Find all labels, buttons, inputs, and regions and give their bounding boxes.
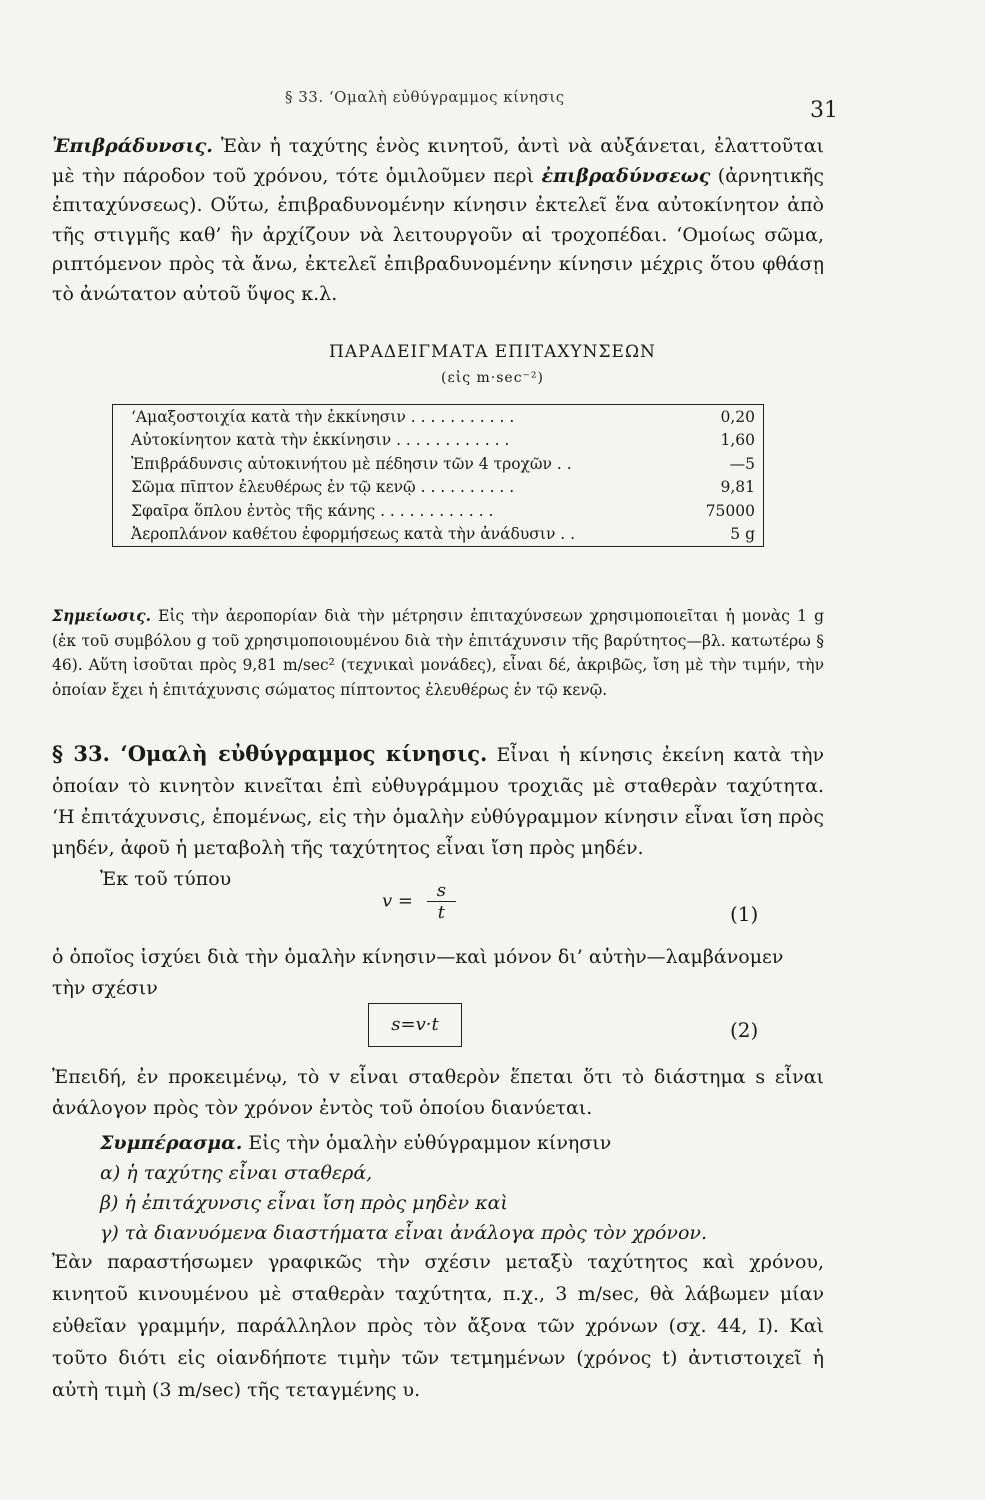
equation-1-label: (1) [730, 902, 759, 926]
example-name: ‘Αμαξοστοιχία κατὰ τὴν ἐκκίνησιν . . . . . . . . . . . [131, 407, 515, 426]
section-text: Εἶναι ἡ κίνησις ἐκείνη κατὰ τὴν ὁποίαν τὸ κινητὸν κινεῖται ἐπὶ εὐθυγράμμου τροχιᾶς μὲ σταθερὰν ταχύτητα. ‘Η ἐπιτάχυνσις, ἑπομένως, εἰς τὴν ὁμαλὴν εὐθύγραμμον κίνησιν εἶναι ἴση πρὸς μηδέν, ἀφοῦ ἡ μεταβολὴ τῆς ταχύτητος εἶναι ἴση πρὸς μηδέν. [52, 744, 825, 859]
page-number: 31 [810, 98, 838, 123]
example-value: 0,20 [720, 407, 755, 426]
example-name: Αὐτοκίνητον κατὰ τὴν ἐκκίνησιν . . . . . . . . . . . . [131, 431, 510, 450]
graph-paragraph: Ἐὰν παραστήσωμεν γραφικῶς τὴν σχέσιν μεταξὺ ταχύτητος καὶ χρόνου, κινητοῦ κινουμένου μὲ σταθερὰν ταχύτητα, π.χ., 3 m/sec, θὰ λάβωμεν μίαν εὐθεῖαν γραμμήν, παράλληλον πρὸς τὸν ἄξονα τῶν χρόνων (σχ. 44, I). Καὶ τοῦτο διότι εἰς οἱανδήποτε τιμὴν τῶν τετμημένων (χρόνος t) ἀντιστοιχεῖ ἡ αὐτὴ τιμὴ (3 m/sec) τῆς τεταγμένης υ. [52, 1251, 824, 1401]
equation-1-denominator: t [437, 902, 445, 923]
relation-line-2: τὴν σχέσιν [52, 977, 158, 999]
conclusion-term: Συμπέρασμα. [100, 1132, 243, 1154]
note-text: Εἰς τὴν ἀεροπορίαν διὰ τὴν μέτρησιν ἐπιταχύνσεων χρησιμοποιεῖται ἡ μονὰς 1 g (ἐκ τοῦ συμβόλου g τοῦ χρησιμοποιουμένου διὰ τὴν ἐπιτάχυνσιν τῆς βαρύτητος—βλ. κατωτέρω § 46). Αὕτη ἰσοῦται πρὸς 9,81 m/sec² (τεχνικαὶ μονάδες), εἶναι δέ, ἀκριβῶς, ἴση μὲ τὴν τιμήν, τὴν ὁποίαν ἔχει ἡ ἐπιτάχυνσις σώματος πίπτοντος ἐλευθέρως ἐν τῷ κενῷ. [52, 607, 824, 699]
deceleration-paragraph [52, 132, 824, 309]
running-header: § 33. ‘Ομαλὴ εὐθύγραμμος κίνησις [285, 88, 565, 106]
relation-line-1: ὁ ὁποῖος ἰσχύει διὰ τὴν ὁμαλὴν κίνησιν—καὶ μόνον δι’ αὐτὴν—λαμβάνομεν [52, 946, 784, 968]
deceleration-text-2: (ἀρνητικῆς ἐπιταχύνσεως). Οὕτω, ἐπιβραδυνομένην κίνησιν ἐκτελεῖ ἕνα αὐτοκίνητον ἀπὸ τῆς στιγμῆς καθ’ ἣν ἀρχίζουν νὰ λειτουργοῦν αἱ τροχοπέδαι. ‘Ομοίως σῶμα, ριπτόμενον πρὸς τὰ ἄνω, ἐκτελεῖ ἐπιβραδυνομένην κίνησιν μέχρις ὅτου φθάσῃ τὸ ἀνώτατον αὐτοῦ ὕψος κ.λ. [52, 164, 824, 305]
examples-table [112, 404, 764, 547]
example-value: 5 g [730, 525, 755, 544]
conclusion-item-a: α) ἡ ταχύτης εἶναι σταθερά, [100, 1162, 373, 1184]
conclusion-item-c: γ) τὰ διανυόμενα διαστήματα εἶναι ἀνάλογα πρὸς τὸν χρόνον. [100, 1222, 708, 1244]
deceleration-text-1: Ἐὰν ἡ ταχύτης ἑνὸς κινητοῦ, ἀντὶ νὰ αὐξάνεται, ἐλαττοῦται μὲ τὴν πάροδον τοῦ χρόνου, τότε ὁμιλοῦμεν περὶ [52, 135, 824, 187]
examples-row [113, 499, 764, 523]
examples-title: ΠΑΡΑΔΕΙΓΜΑΤΑ ΕΠΙΤΑΧΥΝΣΕΩΝ [329, 342, 656, 362]
examples-row [113, 405, 764, 429]
equation-1-lhs: v = [382, 890, 413, 912]
examples-row [113, 429, 764, 453]
example-value: 1,60 [720, 431, 755, 450]
conclusion-text: Εἰς τὴν ὁμαλὴν εὐθύγραμμον κίνησιν [242, 1132, 612, 1154]
equation-1 [382, 880, 456, 923]
examples-row [113, 452, 764, 476]
examples-row [113, 476, 764, 500]
example-value: 9,81 [720, 478, 755, 497]
proportional-paragraph: Ἐπειδή, ἐν προκειμένῳ, τὸ v εἶναι σταθερὸν ἕπεται ὅτι τὸ διάστημα s εἶναι ἀνάλογον πρὸς τὸν χρόνον ἐντὸς τοῦ ὁποίου διανύεται. [52, 1066, 824, 1119]
examples-row [113, 523, 764, 547]
note-term: Σημείωσις. [52, 606, 152, 625]
example-name: Σφαῖρα ὅπλου ἐντὸς τῆς κάνης . . . . . . . . . . . . [131, 501, 494, 520]
equation-1-numerator: s [427, 880, 456, 902]
equation-2-label: (2) [730, 1018, 759, 1042]
example-value: —5 [729, 454, 755, 473]
example-name: Σῶμα πῖπτον ἐλευθέρως ἐν τῷ κενῷ . . . . . . . . . . [131, 478, 515, 497]
example-value: 75000 [705, 501, 755, 520]
section-33 [52, 738, 824, 895]
example-name: Ἐπιβράδυνσις αὐτοκινήτου μὲ πέδησιν τῶν 4 τροχῶν . . [131, 454, 572, 473]
deceleration-term-2: ἐπιβραδύνσεως [541, 164, 711, 187]
conclusion [100, 1128, 824, 1248]
paragraph-relation [52, 942, 824, 1004]
note-paragraph [52, 604, 824, 702]
equation-1-fraction [427, 880, 456, 923]
equation-2-box: s=v·t [368, 1003, 462, 1047]
formula-intro: Ἐκ τοῦ τύπου [100, 868, 232, 890]
example-name: Ἀεροπλάνον καθέτου ἐφορμήσεως κατὰ τὴν ἀνάδυσιν . . [131, 525, 576, 544]
conclusion-item-b: β) ἡ ἐπιτάχυνσις εἶναι ἴση πρὸς μηδὲν καὶ [100, 1192, 508, 1214]
deceleration-term: Ἐπιβράδυνσις. [52, 135, 213, 157]
examples-units: (εἰς m·sec⁻²) [441, 370, 544, 386]
section-heading: § 33. ‘Ομαλὴ εὐθύγραμμος κίνησις. [52, 741, 488, 766]
